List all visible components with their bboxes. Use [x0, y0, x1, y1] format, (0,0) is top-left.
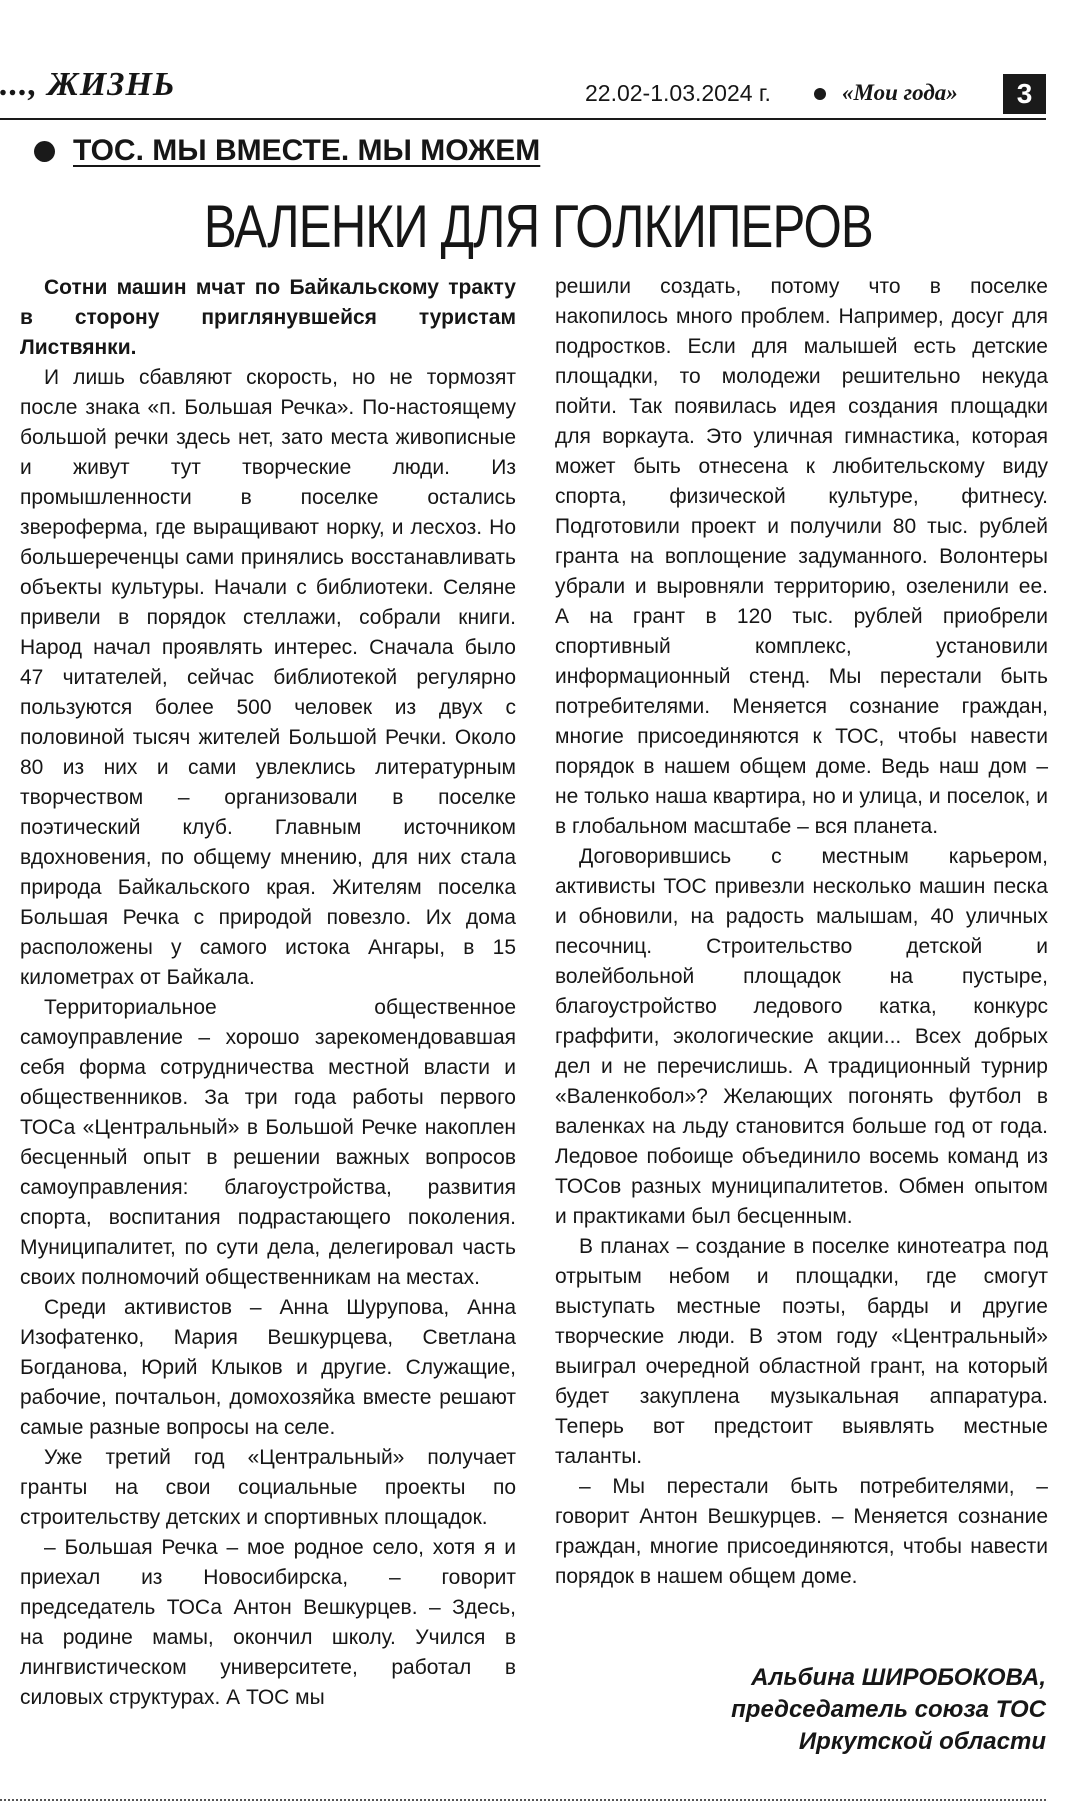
right-column [555, 272, 1048, 1592]
page-header [0, 62, 1046, 120]
author-role: председатель союза ТОС [731, 1696, 1046, 1723]
article-lead: Сотни машин мчат по Байкальскому тракту в сторону приглянувшейся туристам Листвянки. [20, 276, 516, 359]
page-number: 3 [1003, 74, 1046, 114]
rubric [34, 134, 540, 168]
bullet-separator [814, 88, 826, 100]
left-column [20, 273, 516, 1713]
author-name: Альбина ШИРОБОКОВА, [751, 1664, 1046, 1691]
author-byline [731, 1662, 1046, 1758]
paragraph: В планах – создание в поселке кинотеатра под отрытым небом и площадки, где смогут выступать местные поэты, барды и другие творческие люди. В этом году «Центральный» выиграл очередной областной грант, на который будет закуплена музыкальная аппаратура. Теперь вот предстоит выявлять местные таланты. [555, 1235, 1048, 1468]
newspaper-name: «Мои года» [842, 80, 958, 105]
author-region: Иркутской области [798, 1728, 1046, 1755]
paragraph-continued: решили создать, потому что в поселке накопилось много проблем. Например, досуг для подростков. Если для малышей есть детские площадки, то молодежи решительно некуда пойти. Так появилась идея создания площадки для воркаута. Это уличная гимнастика, которая может быть отнесена к любительскому виду спорта, физической культуре, фитнесу. Подготовили проект и получили 80 тыс. рублей гранта на воплощение задуманного. Волонтеры убрали и выровняли территорию, озеленили ее. А на грант в 120 тыс. рублей приобрели спортивный комплекс, установили информационный стенд. Мы перестали быть потребителями. Меняется сознание граждан, многие присоединяются к ТОС, чтобы навести порядок в нашем общем доме. Ведь наш дом – не только наша квартира, но и улица, и поселок, и в глобальном масштабе – вся планета. [555, 275, 1048, 838]
paragraph: И лишь сбавляют скорость, но не тормозят после знака «п. Большая Речка». По-настоящему большой речки здесь нет, зато места живописные и живут тут творческие люди. Из промышленности в поселке остались звероферма, где выращивают норку, и лесхоз. Но большереченцы сами принялись восстанавливать объекты культуры. Начали с библиотеки. Селяне привели в порядок стеллажи, собрали книги. Народ начал проявлять интерес. Сначала было 47 читателей, сейчас библиотекой регулярно пользуются более 500 человек из двух с половиной тысяч жителей Большой Речки. Около 80 из них и сами увлеклись литературным творчеством – организовали в поселке поэтический клуб. Главным источником вдохновения, по общему мнению, для них стала природа Байкальского края. Жителям поселка Большая Речка с природой повезло. Их дома расположены у самого истока Ангары, в 15 километрах от Байкала. [20, 366, 516, 989]
bullet-icon [34, 141, 55, 162]
paragraph: – Большая Речка – мое родное село, хотя я и приехал из Новосибирска, – говорит председатель ТОСа Антон Вешкурцев. – Здесь, на родине мамы, окончил школу. Учился в лингвистическом университете, работал в силовых структурах. А ТОС мы [20, 1536, 516, 1709]
article-headline: ВАЛЕНКИ ДЛЯ ГОЛКИПЕРОВ [203, 193, 873, 260]
paragraph: Уже третий год «Центральный» получает гранты на свои социальные проекты по строительству детских и спортивных площадок. [20, 1446, 516, 1529]
paragraph: Среди активистов – Анна Шурупова, Анна Изофатенко, Мария Вешкурцева, Светлана Богданова, Юрий Клыков и другие. Служащие, рабочие, почтальон, домохозяйка вместе решают самые разные вопросы на селе. [20, 1296, 516, 1439]
section-title: ..., ЖИЗНЬ [0, 66, 176, 103]
paragraph: – Мы перестали быть потребителями, – говорит Антон Вешкурцев. – Меняется сознание граждан, многие присоединяются, чтобы навести порядок в нашем общем доме. [555, 1475, 1048, 1588]
paragraph: Территориальное общественное самоуправление – хорошо зарекомендовавшая себя форма сотрудничества местной власти и общественников. За три года работы первого ТОСа «Центральный» в Большой Речке накоплен бесценный опыт в решении важных вопросов самоуправления: благоустройства, развития спорта, воспитания подрастающего поколения. Муниципалитет, по сути дела, делегировал часть своих полномочий общественникам на местах. [20, 996, 516, 1289]
issue-date: 22.02-1.03.2024 г. [585, 80, 771, 106]
rubric-text: ТОС. МЫ ВМЕСТЕ. МЫ МОЖЕМ [73, 134, 541, 167]
paragraph: Договорившись с местным карьером, активисты ТОС привезли несколько машин песка и обновили, на радость малышам, 40 уличных песочниц. Строительство детской и волейбольной площадок на пустыре, благоустройство ледового катка, конкурс граффити, экологические акции... Всех добрых дел и не перечислишь. А традиционный турнир «Валенкобол»? Желающих погонять футбол в валенках на льду становится больше год от года. Ледовое побоище объединило восемь команд из ТОСов разных муниципалитетов. Обмен опытом и практиками был бесценным. [555, 845, 1048, 1228]
footer-divider [0, 1799, 1046, 1801]
